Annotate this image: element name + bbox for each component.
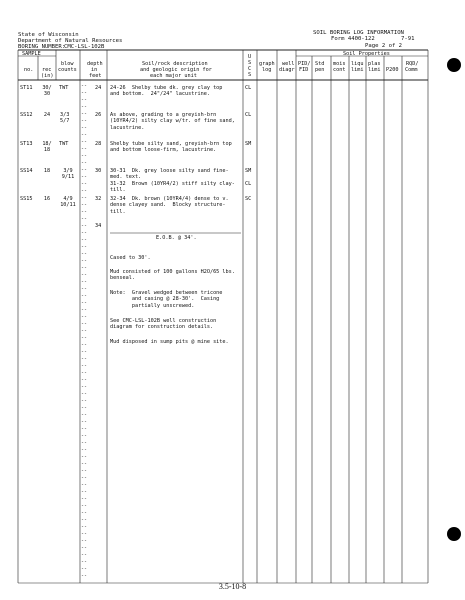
col-blow-counts: counts [58,67,77,73]
col-pid-fid: FID [299,67,309,73]
depth-dash: -- [81,573,88,579]
sample-rec: 18/ 18 [42,141,52,154]
depth-dash: -- [81,167,88,173]
sample-rec: 16 [43,196,51,202]
sample-depth: 30 [95,168,102,174]
depth-dash: -- [81,202,88,208]
depth-dash: -- [81,258,88,264]
depth-dash: -- [81,356,88,362]
depth-dash: -- [81,328,88,334]
depth-dash: -- [81,531,88,537]
col-std-pen: pen [315,67,325,73]
depth-dash: -- [81,538,88,544]
col-liqu-limi: limi [351,67,364,73]
depth-dash: -- [81,132,88,138]
col-std: Std [315,61,325,67]
col-rqd-comm: Comm [405,67,418,73]
depth-dash: -- [81,566,88,572]
sample-uscs: SM [245,141,252,147]
depth-dash: -- [81,377,88,383]
depth-dash: -- [81,83,88,89]
depth-dash: -- [81,118,88,124]
col-plas-limi: limi [368,67,381,73]
depth-dash: -- [81,265,88,271]
depth-dash: -- [81,160,88,166]
depth-dash: -- [81,503,88,509]
header-form-title: SOIL BORING LOG INFORMATION [313,30,404,36]
col-soil-properties: Soil Properties [343,51,390,57]
note-mud: Mud consisted of 100 gallons H2O/65 lbs. benseal. [110,269,235,282]
note-mud-disposal: Mud disposed in sump pits @ mine site. [110,339,229,345]
depth-dash: -- [81,104,88,110]
depth-dash: -- [81,230,88,236]
depth-dash: -- [81,384,88,390]
sample-no: SS14 [20,168,33,174]
depth-dash: -- [81,223,88,229]
depth-dash: -- [81,419,88,425]
sample-description: 32-34 Dk. brown (10YR4/4) dense to v. dense clayey sand. Blocky structure- till. [110,196,229,215]
header-department: Department of Natural Resources [18,38,123,44]
depth-dash: -- [81,405,88,411]
header-boring-label: BORING NUMBER: [18,44,66,50]
col-desc-3: each major unit [150,73,197,79]
col-rec: rec [42,67,52,73]
sample-depth: 24 [95,85,102,91]
col-desc: Soil/rock description [142,61,208,67]
depth-dash: -- [81,146,88,152]
col-plas: plas [368,61,381,67]
depth-dash: -- [81,97,88,103]
sample-blow: TWT [59,141,69,147]
col-graph-log: log [262,67,272,73]
depth-dash: -- [81,251,88,257]
depth-dash: -- [81,552,88,558]
depth-dash: -- [81,286,88,292]
depth-dash: -- [81,517,88,523]
depth-dash: -- [81,335,88,341]
depth-dash: -- [81,454,88,460]
depth-dash: -- [81,468,88,474]
sample-uscs: CL [245,112,252,118]
col-depth-feet: feet [89,73,102,79]
depth-dash: -- [81,237,88,243]
sample-no: SS15 [20,196,33,202]
depth-dash: -- [81,111,88,117]
depth-dash: -- [81,314,88,320]
sample-no: SS12 [20,112,33,118]
sample-blow: 3/3 5/7 [60,112,70,125]
sample-blow: 3/9 9/11 [61,168,75,181]
depth-dash: -- [81,153,88,159]
depth-dash: -- [81,447,88,453]
note-well-construction: See CMC-LSL-102B well construction diagram for construction details. [110,318,217,331]
depth-dash: -- [81,510,88,516]
depth-dash: -- [81,545,88,551]
depth-dash: -- [81,524,88,530]
end-of-boring: E.O.B. @ 34'. [156,235,197,241]
sample-description: As above, grading to a greyish-brn (10YR4/2) silty clay w/tr. of fine sand, lacustrine. [110,112,235,131]
depth-dash: -- [81,426,88,432]
sample-uscs: SC [245,196,252,202]
sample-depth: 28 [95,141,102,147]
note-gravel: Note: Gravel wedged between tricone and casing @ 28-30'. Casing partially unscrewed. [110,290,223,309]
page-footer: 3.5-10-8 [218,582,247,591]
depth-dash: -- [81,139,88,145]
depth-dash: -- [81,279,88,285]
depth-dash: -- [81,216,88,222]
depth-dash: -- [81,181,88,187]
sample-blow: TWT [59,85,69,91]
col-p200: P200 [386,67,399,73]
depth-dash: -- [81,342,88,348]
col-desc-2: and geologic origin for [140,67,212,73]
header-boring-number: CMC-LSL-102B [64,44,105,50]
col-uscs-s2: S [248,72,252,78]
depth-dash: -- [81,272,88,278]
sample-description: Shelby tube silty sand, greyish-brn top and bottom loose-firm, lacustrine. [110,141,232,154]
depth-dash: -- [81,363,88,369]
depth-dash: -- [81,370,88,376]
depth-dash: -- [81,482,88,488]
col-mois: mois [333,61,346,67]
sample-no: ST13 [20,141,33,147]
note-cased: Cased to 30'. [110,255,151,261]
header-state: State of Wisconsin [18,32,79,38]
col-uscs-c: C [248,66,252,72]
col-well-diagr: diagr [279,67,295,73]
depth-34: 34 [95,223,102,229]
depth-dash: -- [81,440,88,446]
col-blow: blow [61,61,74,67]
depth-dash: -- [81,475,88,481]
col-depth-in: in [91,67,98,73]
depth-dash: -- [81,433,88,439]
depth-dash: -- [81,244,88,250]
sample-blow: 4/9 10/11 [60,196,76,209]
sample-rec: 24 [43,112,51,118]
depth-dash: -- [81,174,88,180]
col-no: no. [24,67,34,73]
depth-dash: -- [81,349,88,355]
col-uscs-s: S [248,60,252,66]
depth-dash: -- [81,461,88,467]
header-form-date: 7-91 [401,36,415,42]
depth-dash: -- [81,209,88,215]
depth-dash: -- [81,188,88,194]
col-mois-cont: cont [333,67,346,73]
depth-dash: -- [81,398,88,404]
depth-dash: -- [81,496,88,502]
col-well: well [282,61,295,67]
sample-description: 30-31 Dk. grey loose silty sand fine- med. text. 31-32 Brown (10YR4/2) stiff silty clay- till. [110,168,235,194]
depth-dash: -- [81,412,88,418]
depth-dash: -- [81,300,88,306]
depth-dash: -- [81,391,88,397]
header-form-number: Form 4400-122 [331,36,375,42]
sample-depth: 26 [95,112,102,118]
depth-dash: -- [81,321,88,327]
depth-dash: -- [81,307,88,313]
col-uscs-u: U [248,54,252,60]
col-sample: SAMPLE [22,51,41,57]
col-liqu: liqu [351,61,364,67]
sample-no: ST11 [20,85,33,91]
depth-dash: -- [81,559,88,565]
header-page: Page 2 of 2 [365,43,403,49]
col-rec-unit: (in) [41,73,54,79]
depth-dash: -- [81,489,88,495]
depth-dash: -- [81,90,88,96]
col-rqd: RQD/ [406,61,419,67]
depth-dash: -- [81,195,88,201]
depth-dash: -- [81,125,88,131]
sample-description: 24-26 Shelby tube dk. grey clay top and bottom. 24"/24" lacustrine. [110,85,223,98]
col-pid: PID/ [298,61,311,67]
depth-dash: -- [81,293,88,299]
sample-rec: 18 [43,168,51,174]
sample-depth: 32 [95,196,102,202]
sample-rec: 30/ 30 [42,85,52,98]
sample-uscs: CL [245,85,252,91]
col-graph: graph [259,61,275,67]
col-depth: depth [87,61,103,67]
sample-uscs: SM CL [245,168,252,187]
